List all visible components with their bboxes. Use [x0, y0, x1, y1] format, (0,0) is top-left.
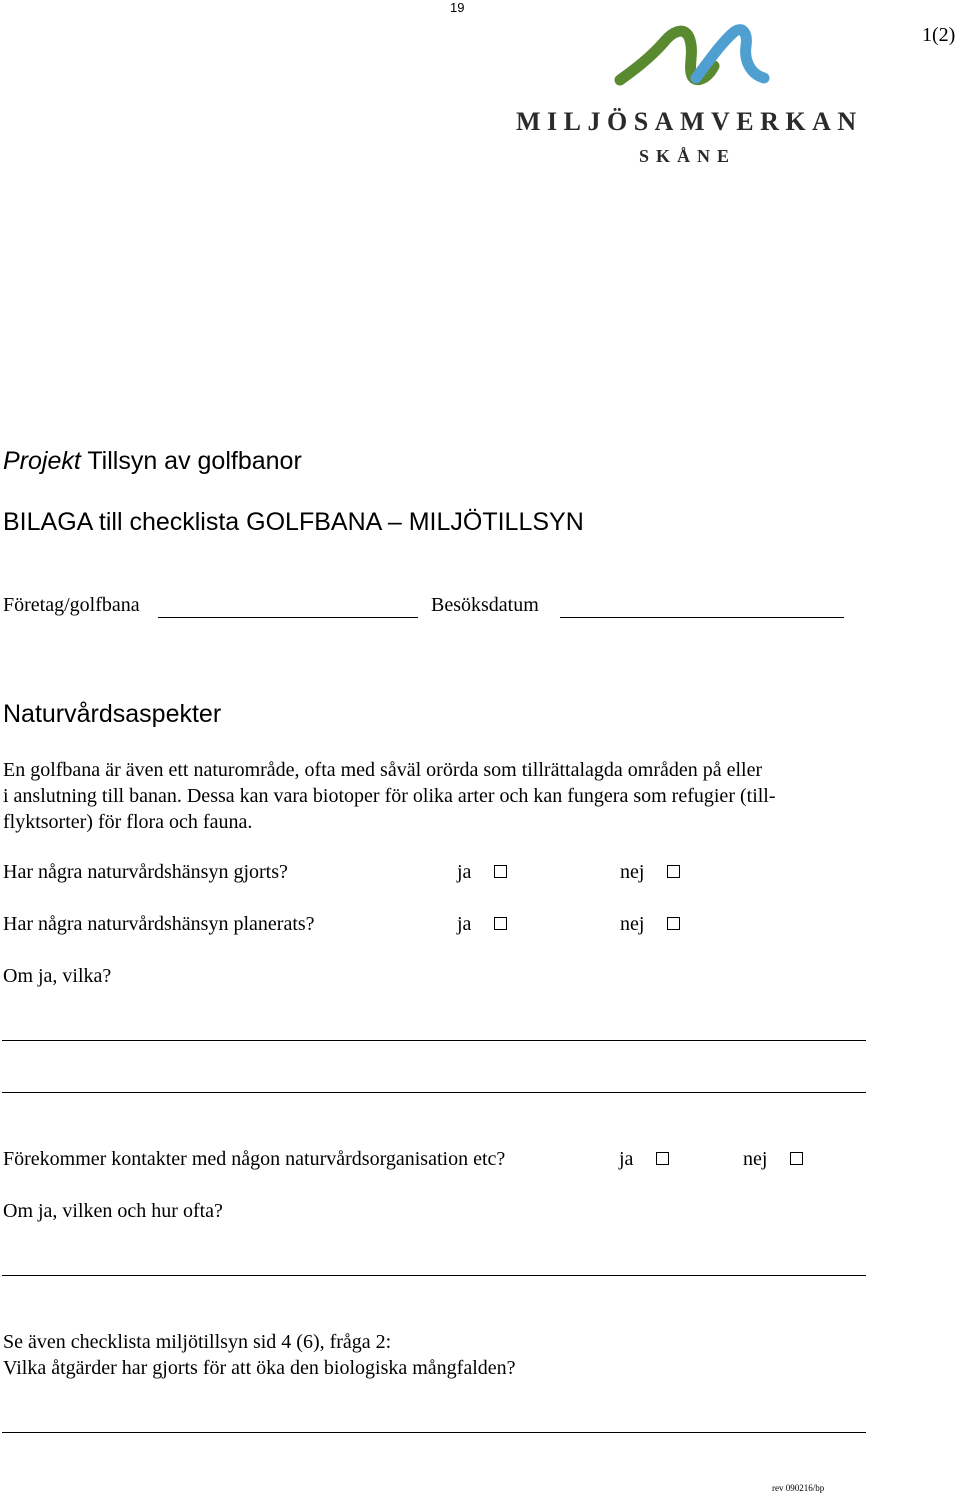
page-of-indicator: 1(2) [922, 24, 956, 46]
yes-label: ja [457, 861, 472, 883]
yes-checkbox[interactable] [494, 917, 507, 930]
reference-line-1: Se även checklista miljötillsyn sid 4 (6), fråga 2: [3, 1331, 392, 1353]
logo [0, 0, 960, 180]
yes-label: ja [619, 1148, 634, 1170]
logo-blue-stroke [696, 30, 764, 78]
question-which: Om ja, vilka? [3, 965, 112, 987]
date-field[interactable] [560, 617, 844, 618]
logo-mark-icon [612, 18, 772, 88]
project-name: Tillsyn av golfbanor [87, 447, 302, 475]
yes-checkbox[interactable] [656, 1152, 669, 1165]
question-measures-taken: Har några naturvårdshänsyn gjorts? [3, 861, 288, 883]
project-label: Projekt [3, 447, 81, 475]
no-checkbox[interactable] [667, 917, 680, 930]
answer-line[interactable] [2, 1432, 866, 1433]
appendix-title: BILAGA till checklista GOLFBANA – MILJÖTILLSYN [3, 508, 584, 536]
intro-line: flyktsorter) för flora och fauna. [3, 811, 253, 833]
no-checkbox[interactable] [667, 865, 680, 878]
answer-line[interactable] [2, 1040, 866, 1041]
answer-line[interactable] [2, 1275, 866, 1276]
no-label: nej [620, 861, 645, 883]
question-contacts: Förekommer kontakter med någon naturvårdsorganisation etc? [3, 1148, 506, 1170]
page-number-top: 19 [450, 0, 465, 15]
logo-name: MILJÖSAMVERKAN [516, 107, 863, 136]
revision-note: rev 090216/bp [772, 1483, 825, 1493]
logo-region: SKÅNE [639, 146, 737, 166]
reference-line-2: Vilka åtgärder har gjorts för att öka den biologiska mångfalden? [3, 1357, 516, 1379]
question-measures-planned: Har några naturvårdshänsyn planerats? [3, 913, 315, 935]
intro-line: i anslutning till banan. Dessa kan vara biotoper för olika arter och kan fungera som refugier (till- [3, 785, 776, 807]
project-title [3, 447, 302, 476]
question-which-how-often: Om ja, vilken och hur ofta? [3, 1200, 223, 1222]
no-label: nej [620, 913, 645, 935]
yes-checkbox[interactable] [494, 865, 507, 878]
intro-line: En golfbana är även ett naturområde, ofta med såväl orörda som tillrättalagda områden på eller [3, 759, 763, 781]
company-label: Företag/golfbana [3, 594, 140, 616]
intro-paragraph [3, 757, 873, 835]
answer-line[interactable] [2, 1092, 866, 1093]
date-label: Besöksdatum [431, 594, 539, 616]
yes-label: ja [457, 913, 472, 935]
no-label: nej [743, 1148, 768, 1170]
no-checkbox[interactable] [790, 1152, 803, 1165]
company-field[interactable] [158, 617, 418, 618]
section-title: Naturvårdsaspekter [3, 700, 222, 728]
